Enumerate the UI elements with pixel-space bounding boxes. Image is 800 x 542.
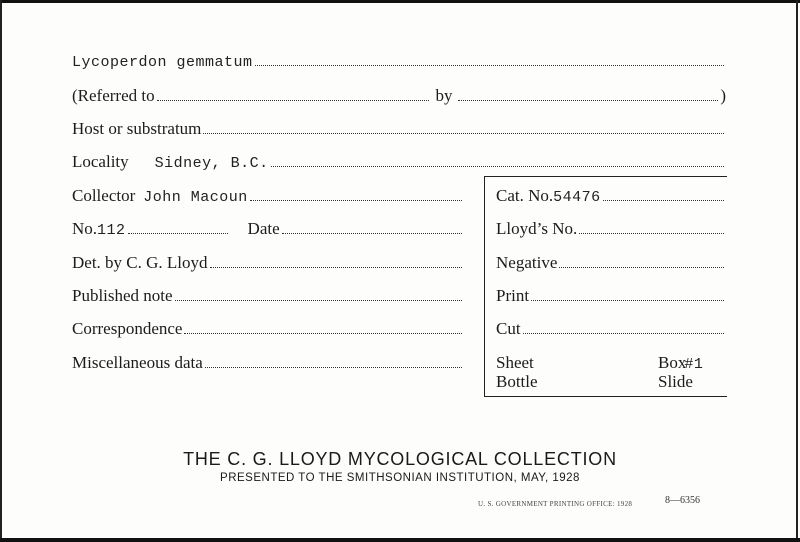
date-dots (282, 220, 462, 234)
collector-dots (250, 187, 462, 201)
collector-line (72, 186, 464, 208)
no-value: 112 (97, 222, 126, 239)
lloyds-no-dots (579, 220, 724, 234)
cut-dots (523, 320, 724, 334)
collection-subtitle: PRESENTED TO THE SMITHSONIAN INSTITUTION, MAY, 1928 (220, 472, 580, 484)
cat-no-dots (603, 187, 724, 201)
referred-line (72, 86, 726, 108)
form-code: 8—6356 (665, 495, 700, 506)
misc-label: Miscellaneous data (72, 353, 203, 372)
cat-no-value: 54476 (553, 189, 601, 206)
no-dots (128, 220, 228, 234)
sheet-label: Sheet (496, 353, 534, 372)
det-dots (210, 254, 462, 268)
print-dots (531, 287, 724, 301)
locality-line (72, 152, 726, 174)
collector-value: John Macoun (143, 189, 248, 206)
collection-title: THE C. G. LLOYD MYCOLOGICAL COLLECTION (183, 449, 617, 469)
bottle-label: Bottle (496, 372, 538, 391)
lloyds-no-label: Lloyd’s No. (496, 219, 578, 238)
cat-no-line (496, 186, 726, 208)
published-line (72, 286, 464, 308)
host-label: Host or substratum (72, 119, 202, 138)
cut-label: Cut (496, 319, 521, 338)
date-label: Date (247, 219, 280, 238)
misc-dots (205, 354, 462, 368)
negative-dots (559, 254, 724, 268)
misc-line (72, 353, 464, 375)
referred-to-label: (Referred to (72, 86, 155, 105)
no-label: No. (72, 219, 98, 238)
box-label: Box (658, 353, 687, 372)
slide-label: Slide (658, 372, 693, 391)
box-field (658, 353, 703, 373)
det-label: Det. by C. G. Lloyd (72, 253, 208, 272)
species-name: Lycoperdon gemmatum (72, 54, 253, 71)
collector-label: Collector (72, 186, 136, 205)
species-dots (255, 52, 724, 66)
by-dots (458, 87, 718, 101)
printer-note: U. S. GOVERNMENT PRINTING OFFICE: 1928 (478, 500, 633, 508)
correspondence-dots (184, 320, 462, 334)
negative-line (496, 253, 726, 275)
by-label: by (435, 86, 453, 105)
correspondence-label: Correspondence (72, 319, 183, 338)
number-date-line (72, 219, 464, 241)
host-dots (203, 120, 724, 134)
locality-value: Sidney, B.C. (154, 155, 269, 172)
close-paren: ) (720, 86, 726, 105)
referred-dots (157, 87, 430, 101)
negative-label: Negative (496, 253, 558, 272)
print-label: Print (496, 286, 530, 305)
published-dots (175, 287, 462, 301)
cat-no-label: Cat. No. (496, 186, 554, 205)
published-label: Published note (72, 286, 173, 305)
correspondence-line (72, 319, 464, 341)
cut-line (496, 319, 726, 341)
print-line (496, 286, 726, 308)
card-border-top (0, 0, 800, 3)
species-line (72, 52, 726, 74)
host-line (72, 119, 726, 141)
lloyds-no-line (496, 219, 726, 241)
card-border-bottom (0, 538, 800, 542)
locality-label: Locality (72, 152, 129, 171)
locality-dots (271, 153, 724, 167)
det-line (72, 253, 464, 275)
box-value: #1 (684, 356, 704, 373)
